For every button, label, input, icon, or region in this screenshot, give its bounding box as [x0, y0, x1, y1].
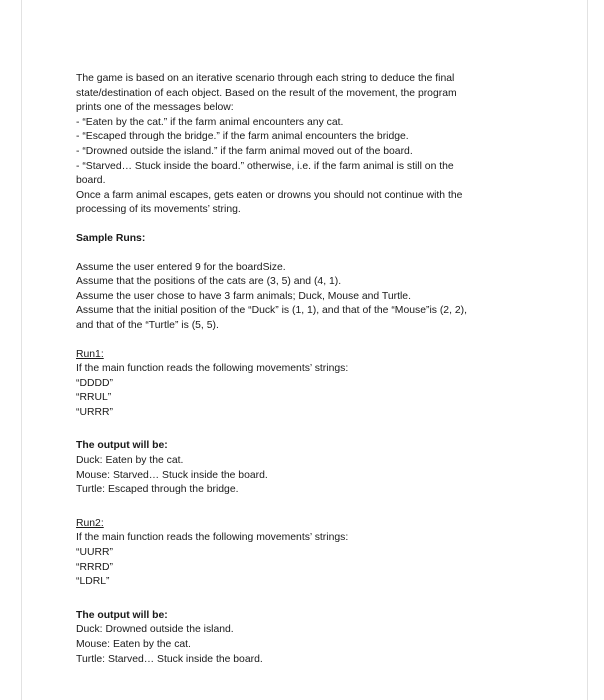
intro-line: prints one of the messages below: [76, 102, 234, 114]
run1-output-block [76, 439, 538, 497]
intro-line: The game is based on an iterative scenario through each string to deduce the final [76, 73, 455, 84]
run2-intro: If the main function reads the following movements’ strings: [76, 532, 349, 544]
run1-string: “DDDD” [76, 377, 113, 389]
run1-block [76, 348, 538, 421]
run1-output-line: Turtle: Escaped through the bridge. [76, 484, 239, 496]
run1-intro: If the main function reads the following movements’ strings: [76, 363, 349, 375]
sample-runs-section [76, 232, 538, 247]
run1-output-line: Mouse: Starved… Stuck inside the board. [76, 469, 268, 481]
message-escaped: - “Escaped through the bridge.” if the farm animal encounters the bridge. [76, 131, 409, 143]
assumptions-block [76, 261, 538, 334]
run2-string: “UURR” [76, 547, 113, 559]
run2-output-line: Duck: Drowned outside the island. [76, 624, 234, 636]
assumption-line: and that of the “Turtle” is (5, 5). [76, 319, 219, 331]
intro-paragraph [76, 72, 538, 218]
message-drowned: - “Drowned outside the island.” if the farm animal moved out of the board. [76, 145, 413, 157]
run2-output-heading: The output will be: [76, 609, 168, 621]
assumption-line: Assume the user chose to have 3 farm animals; Duck, Mouse and Turtle. [76, 290, 411, 302]
run2-output-line: Turtle: Starved… Stuck inside the board. [76, 653, 263, 665]
run2-output-line: Mouse: Eaten by the cat. [76, 639, 191, 650]
run1-output-heading: The output will be: [76, 440, 168, 452]
assumption-line: Assume the user entered 9 for the boardSize. [76, 261, 286, 273]
intro-line: Once a farm animal escapes, gets eaten or drowns you should not continue with the [76, 189, 463, 201]
run1-string: “RRUL” [76, 392, 112, 404]
run2-title: Run2: [76, 517, 104, 529]
run2-output-block [76, 609, 538, 667]
run1-string: “URRR” [76, 406, 113, 418]
run1-title: Run1: [76, 348, 104, 360]
run1-output-line: Duck: Eaten by the cat. [76, 455, 184, 467]
assumption-line: Assume that the initial position of the “Duck” is (1, 1), and that of the “Mouse”is (2, 2), [76, 305, 467, 317]
run2-block [76, 517, 538, 590]
intro-line: processing of its movements’ string. [76, 204, 241, 216]
intro-line: state/destination of each object. Based on the result of the movement, the program [76, 87, 457, 99]
run2-string: “LDRL” [76, 576, 110, 588]
sample-runs-heading: Sample Runs: [76, 232, 146, 244]
message-eaten: - “Eaten by the cat.” if the farm animal encounters any cat. [76, 116, 344, 128]
message-starved-cont: board. [76, 175, 106, 187]
document-body [76, 72, 538, 667]
run2-string: “RRRD” [76, 561, 113, 573]
message-starved: - “Starved… Stuck inside the board.” otherwise, i.e. if the farm animal is still on the [76, 160, 454, 172]
assumption-line: Assume that the positions of the cats are (3, 5) and (4, 1). [76, 276, 342, 288]
